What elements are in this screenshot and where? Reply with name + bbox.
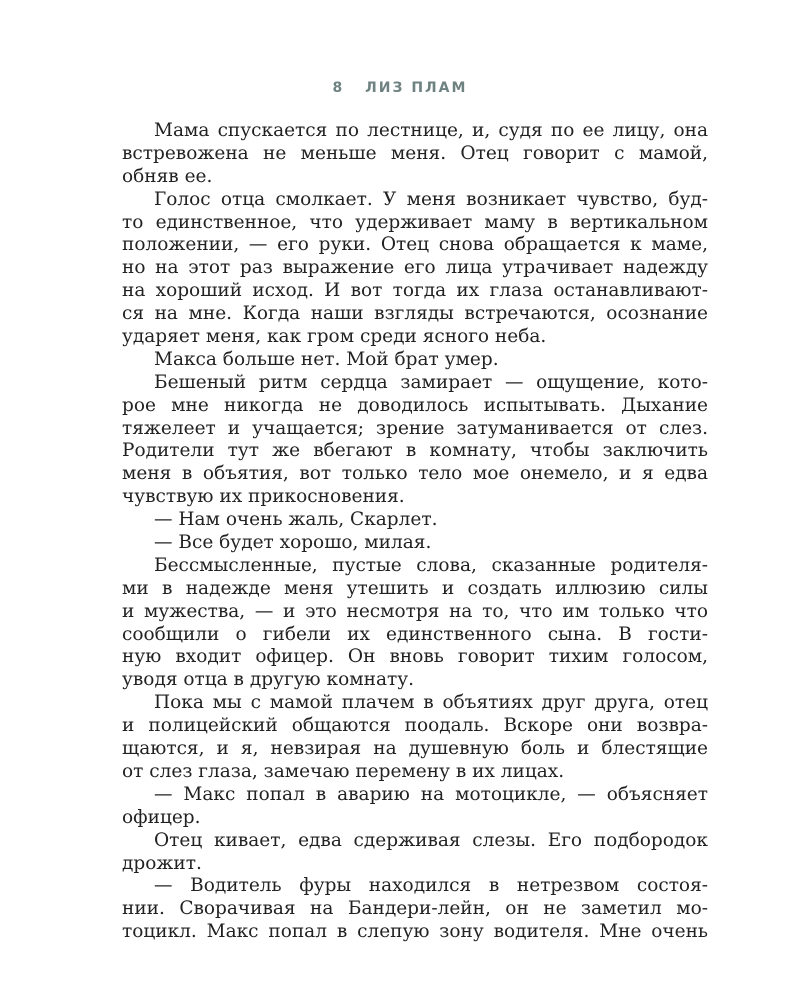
running-head — [0, 80, 800, 96]
text-line: Отец кивает, едва сдерживая слезы. Его подбородок — [154, 829, 708, 851]
text-line: нии. Сворачивая на Бандери-лейн, он не заметил мо- — [122, 898, 708, 920]
text-line: Пока мы с мамой плачем в объятиях друг друга, отец — [154, 692, 708, 714]
text-line: ся на мне. Когда наши взгляды встречаются, осознание — [122, 303, 708, 325]
text-line: офицер. — [122, 806, 201, 828]
text-line: рое мне никогда не доводилось испытывать. Дыхание — [122, 394, 708, 416]
text-line: ми в надежде меня утешить и создать иллюзию силы — [122, 577, 708, 599]
text-line: положении, — его руки. Отец снова обращается к маме, — [122, 234, 708, 256]
text-line: то единственное, что удерживает маму в вертикальном — [122, 211, 708, 233]
text-line: чувствую их прикосновения. — [122, 486, 405, 508]
running-head-author: ЛИЗ ПЛАМ — [365, 80, 468, 96]
text-line: Родители тут же вбегают в комнату, чтобы заключить — [122, 440, 708, 462]
text-line: но на этот раз выражение его лица утрачивает надежду — [122, 257, 708, 279]
text-line: и полицейский общаются поодаль. Вскоре они возвра- — [122, 715, 708, 737]
text-line: встревожена не меньше меня. Отец говорит с мамой, — [122, 142, 708, 164]
text-line: меня в объятия, вот только тело мое онемело, и я едва — [122, 463, 708, 485]
body-text — [122, 120, 708, 944]
page-number: 8 — [332, 80, 345, 96]
text-line: Макса больше нет. Мой брат умер. — [154, 348, 499, 370]
text-line: Бешеный ритм сердца замирает — ощущение, кото- — [154, 371, 708, 393]
text-line: на хороший исход. И вот тогда их глаза останавливают- — [122, 280, 708, 302]
text-line: и мужества, — и это несмотря на то, что им только что — [122, 600, 708, 622]
text-line: — Все будет хорошо, милая. — [154, 532, 432, 554]
text-line: Голос отца смолкает. У меня возникает чувство, буд- — [154, 188, 708, 210]
text-line: — Макс попал в аварию на мотоцикле, — объясняет — [154, 783, 708, 805]
text-line: щаются, и я, невзирая на душевную боль и блестящие — [122, 738, 708, 760]
text-line: от слез глаза, замечаю перемену в их лицах. — [122, 760, 565, 782]
text-line: — Нам очень жаль, Скарлет. — [154, 509, 438, 531]
text-line: ную входит офицер. Он вновь говорит тихим голосом, — [122, 646, 708, 668]
text-line: обняв ее. — [122, 165, 213, 187]
text-line: ударяет меня, как гром среди ясного неба. — [122, 326, 547, 348]
text-line: Бессмысленные, пустые слова, сказанные родителя- — [154, 554, 708, 576]
text-line: уводя отца в другую комнату. — [122, 669, 414, 691]
text-line: дрожит. — [122, 852, 202, 874]
text-line: тоцикл. Макс попал в слепую зону водителя. Мне очень — [122, 921, 708, 943]
text-line: — Водитель фуры находился в нетрезвом состоя- — [154, 875, 708, 897]
text-line: тяжелеет и учащается; зрение затуманивается от слез. — [122, 417, 708, 439]
text-line: Мама спускается по лестнице, и, судя по ее лицу, она — [154, 120, 708, 141]
text-line: сообщили о гибели их единственного сына. В гости- — [122, 623, 708, 645]
